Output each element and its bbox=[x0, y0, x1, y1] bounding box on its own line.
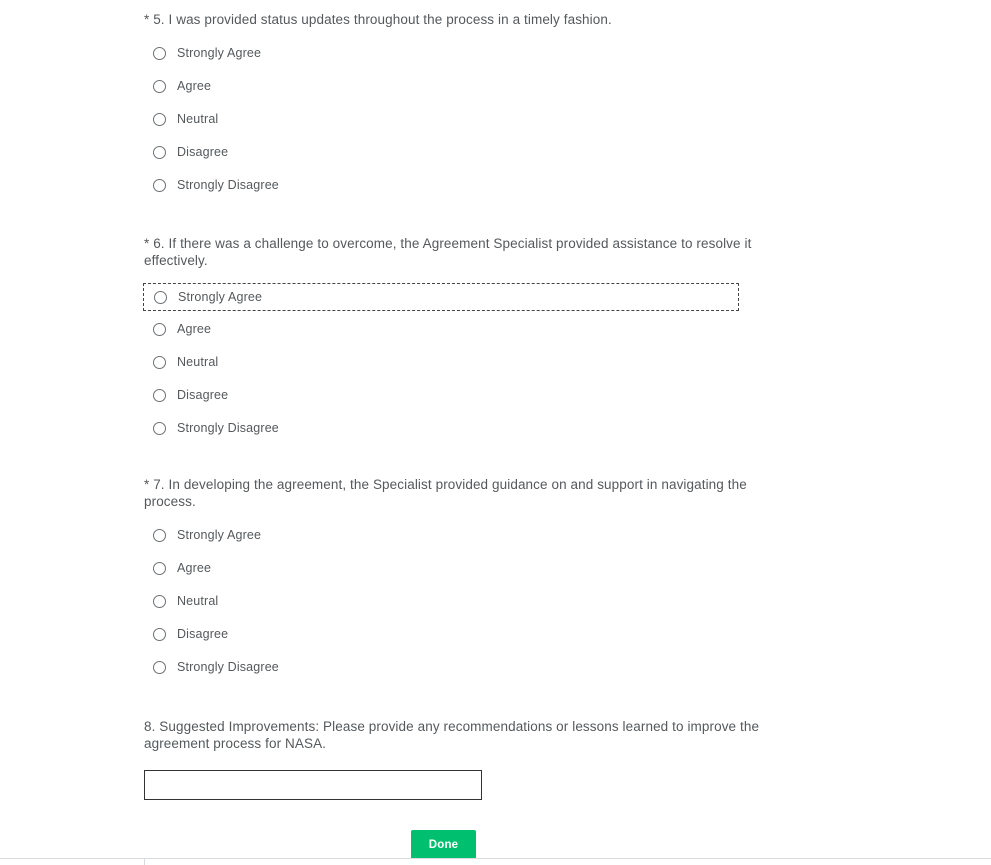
radio-icon[interactable] bbox=[153, 179, 166, 192]
radio-icon[interactable] bbox=[153, 80, 166, 93]
radio-icon[interactable] bbox=[154, 291, 167, 304]
options-group-6 bbox=[144, 283, 764, 439]
radio-icon[interactable] bbox=[153, 389, 166, 402]
question-block-6 bbox=[144, 235, 764, 450]
options-group-7 bbox=[144, 524, 764, 678]
option-label: Strongly Agree bbox=[177, 528, 262, 542]
option-6-neutral[interactable] bbox=[144, 351, 764, 373]
option-6-strongly-agree[interactable] bbox=[143, 283, 739, 311]
option-5-disagree[interactable] bbox=[144, 141, 764, 163]
suggested-improvements-input[interactable] bbox=[144, 770, 482, 800]
option-label: Neutral bbox=[177, 594, 219, 608]
option-label: Strongly Disagree bbox=[177, 660, 279, 674]
question-text-6: * 6. If there was a challenge to overcome, the Agreement Specialist provided assistance to resolve it effectively. bbox=[144, 236, 752, 268]
option-label: Agree bbox=[177, 561, 212, 575]
left-edge-marker bbox=[144, 858, 145, 865]
option-label: Disagree bbox=[177, 388, 229, 402]
radio-icon[interactable] bbox=[153, 146, 166, 159]
radio-icon[interactable] bbox=[153, 529, 166, 542]
question-text-5: * 5. I was provided status updates throughout the process in a timely fashion. bbox=[144, 12, 612, 27]
option-5-agree[interactable] bbox=[144, 75, 764, 97]
option-label: Neutral bbox=[177, 112, 219, 126]
option-label: Strongly Agree bbox=[178, 290, 263, 304]
question-text-8: 8. Suggested Improvements: Please provide any recommendations or lessons learned to improve the agreement process for NASA. bbox=[144, 719, 760, 751]
radio-icon[interactable] bbox=[153, 595, 166, 608]
option-label: Strongly Disagree bbox=[177, 178, 279, 192]
option-7-strongly-agree[interactable] bbox=[144, 524, 764, 546]
option-label: Strongly Agree bbox=[177, 46, 262, 60]
radio-icon[interactable] bbox=[153, 422, 166, 435]
option-label: Disagree bbox=[177, 627, 229, 641]
option-6-disagree[interactable] bbox=[144, 384, 764, 406]
radio-icon[interactable] bbox=[153, 113, 166, 126]
option-label: Agree bbox=[177, 79, 212, 93]
radio-icon[interactable] bbox=[153, 47, 166, 60]
bottom-divider bbox=[0, 858, 991, 859]
radio-icon[interactable] bbox=[153, 356, 166, 369]
radio-icon[interactable] bbox=[153, 323, 166, 336]
radio-icon[interactable] bbox=[153, 628, 166, 641]
radio-icon[interactable] bbox=[153, 661, 166, 674]
option-label: Agree bbox=[177, 322, 212, 336]
option-label: Strongly Disagree bbox=[177, 421, 279, 435]
option-5-strongly-agree[interactable] bbox=[144, 42, 764, 64]
option-6-strongly-disagree[interactable] bbox=[144, 417, 764, 439]
radio-icon[interactable] bbox=[153, 562, 166, 575]
question-block-7 bbox=[144, 476, 764, 689]
option-7-agree[interactable] bbox=[144, 557, 764, 579]
question-block-5 bbox=[144, 11, 764, 207]
question-block-8 bbox=[144, 718, 764, 800]
option-7-disagree[interactable] bbox=[144, 623, 764, 645]
option-5-neutral[interactable] bbox=[144, 108, 764, 130]
options-group-5 bbox=[144, 42, 764, 196]
option-6-agree[interactable] bbox=[144, 318, 764, 340]
question-text-7: * 7. In developing the agreement, the Specialist provided guidance on and support in navigating the process. bbox=[144, 477, 747, 509]
option-5-strongly-disagree[interactable] bbox=[144, 174, 764, 196]
option-label: Disagree bbox=[177, 145, 229, 159]
done-button[interactable]: Done bbox=[411, 830, 476, 859]
option-label: Neutral bbox=[177, 355, 219, 369]
option-7-neutral[interactable] bbox=[144, 590, 764, 612]
option-7-strongly-disagree[interactable] bbox=[144, 656, 764, 678]
